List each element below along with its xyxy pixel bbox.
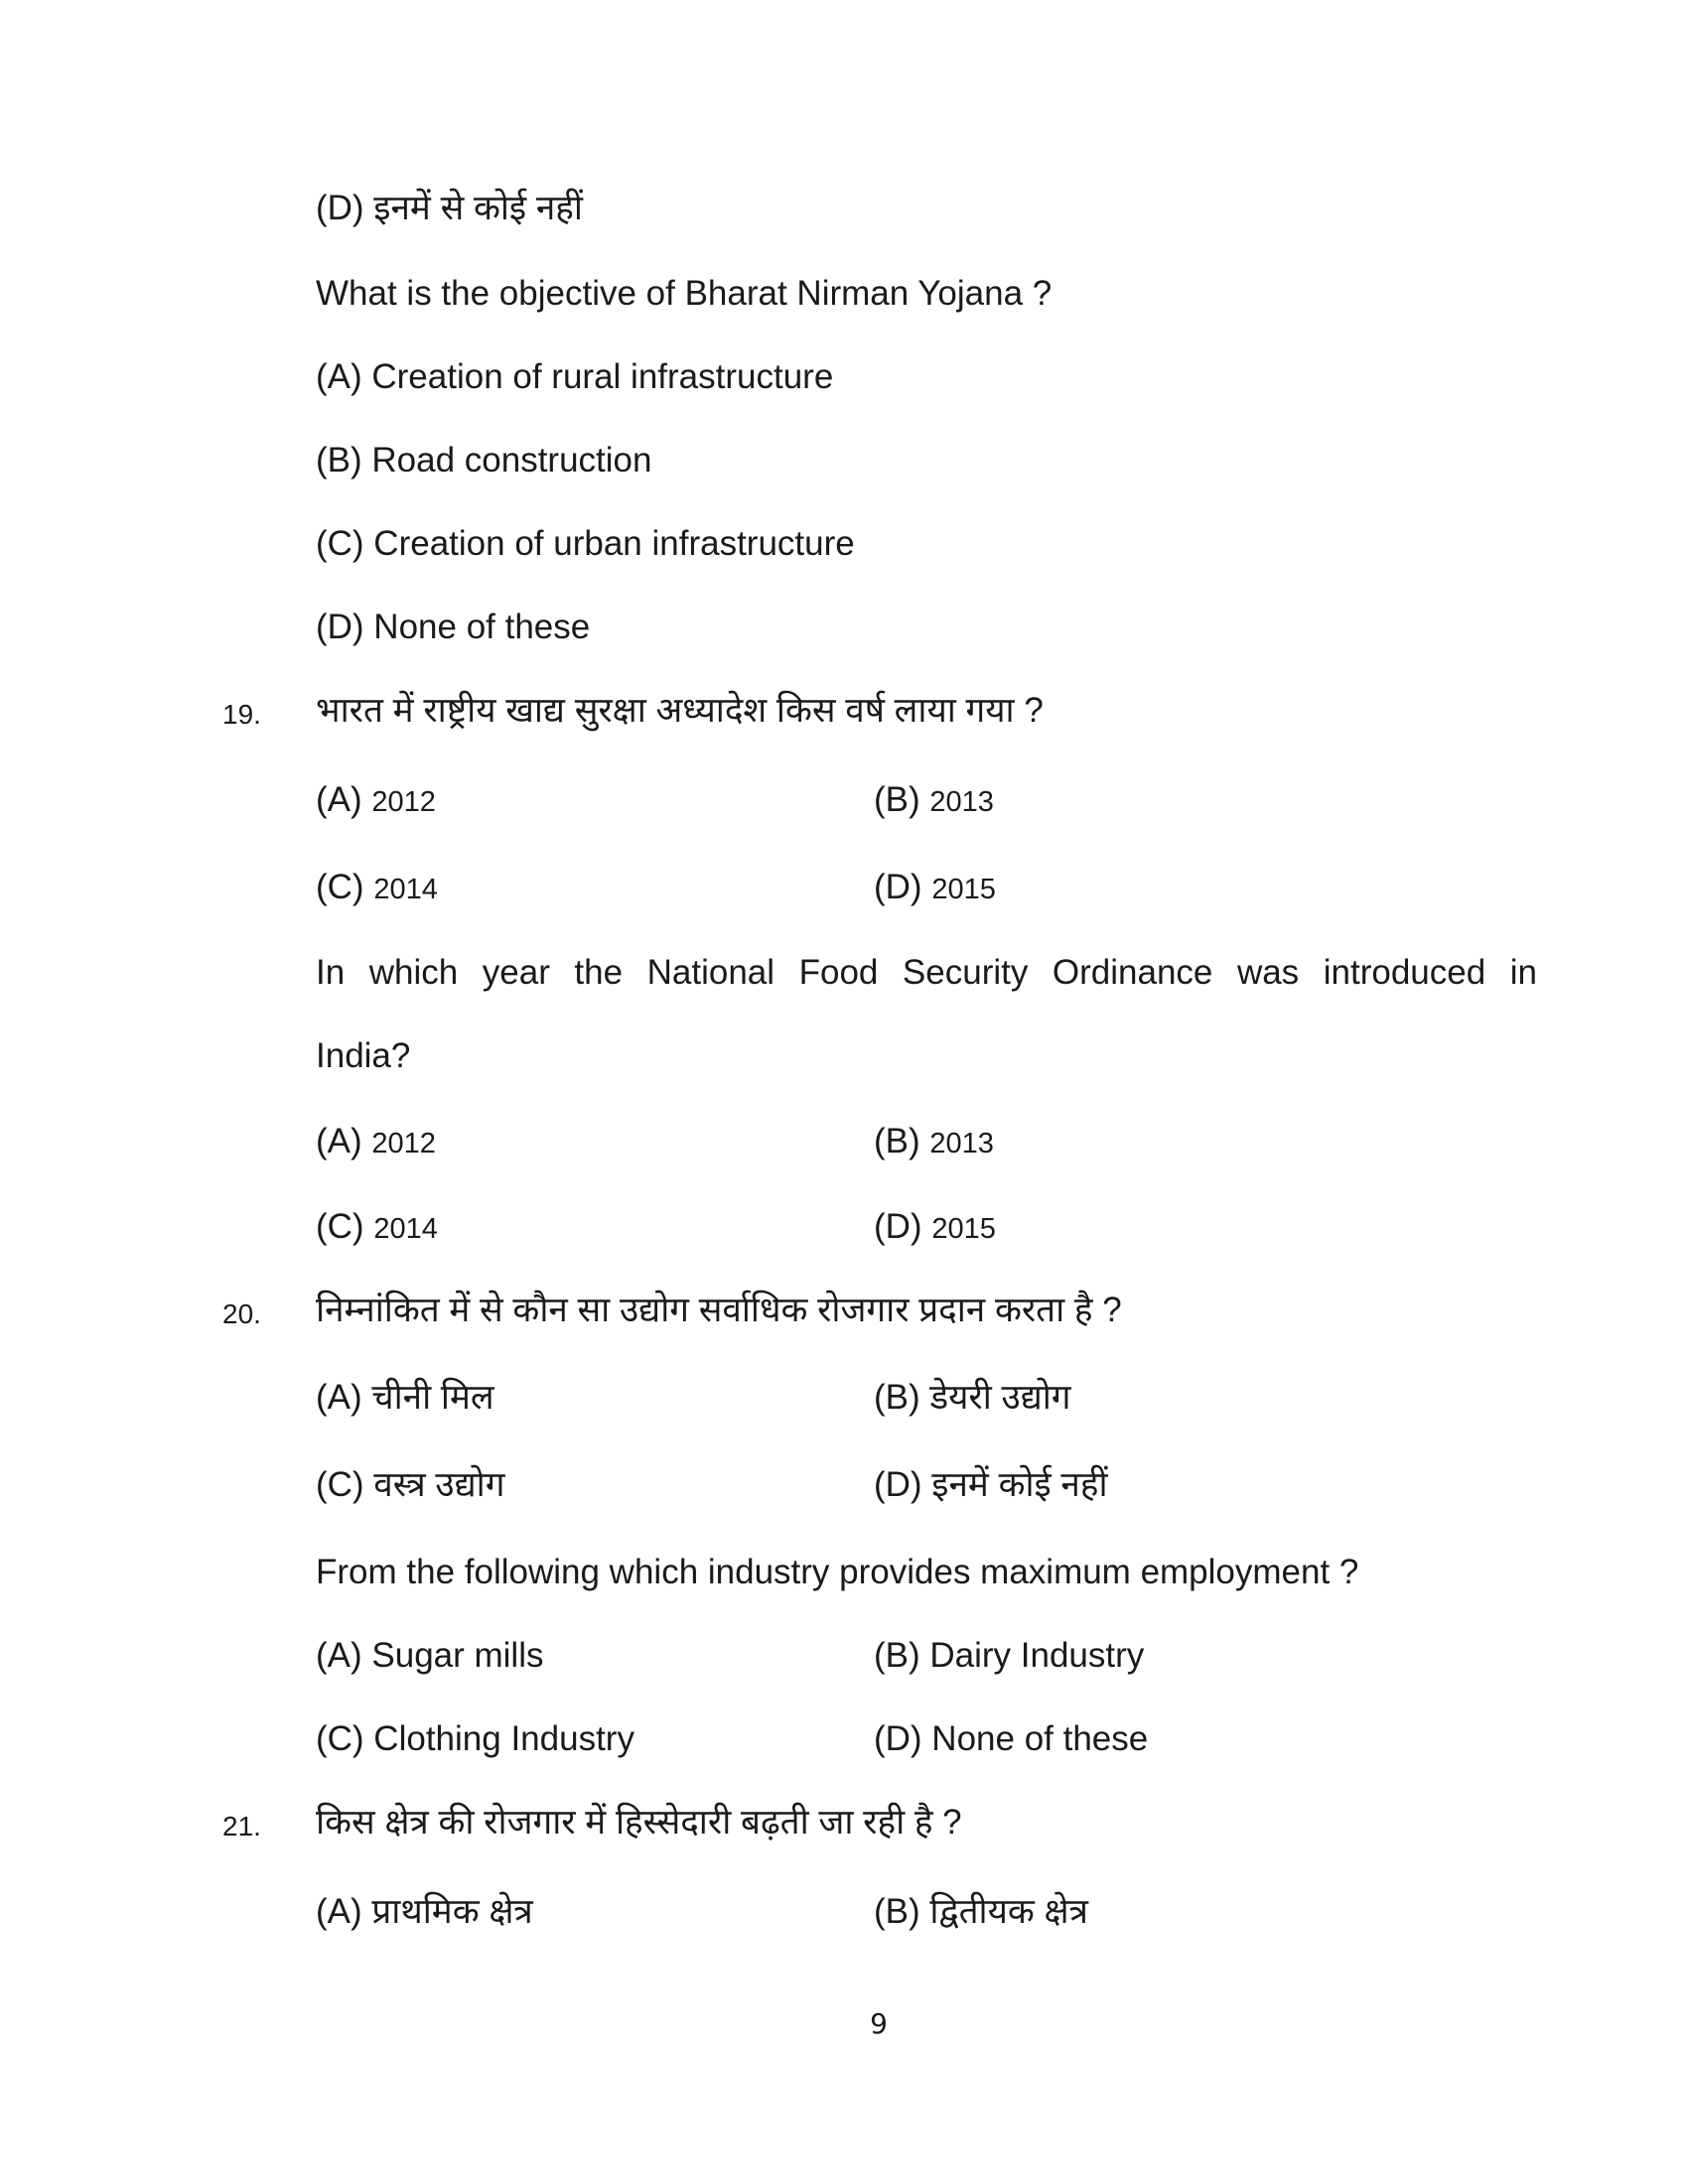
- q21-hindi-option-a: (A) प्राथमिक क्षेत्र: [316, 1892, 533, 1931]
- q20-hindi-question: निम्नांकित में से कौन सा उद्योग सर्वाधिक रोजगार प्रदान करता है ?: [316, 1291, 1122, 1329]
- q19-hindi-option-b: (B) 2013: [874, 780, 994, 819]
- page-number: 9: [870, 2007, 888, 2040]
- question-number: 19.: [222, 699, 261, 730]
- prev-english-option-d: (D) None of these: [316, 608, 591, 646]
- q20-english-option-d: (D) None of these: [874, 1719, 1149, 1758]
- q21-hindi-option-b: (B) द्वितीयक क्षेत्र: [874, 1892, 1088, 1931]
- q19-hindi-option-a: (A) 2012: [316, 780, 436, 819]
- q20-hindi-option-c: (C) वस्त्र उद्योग: [316, 1465, 505, 1504]
- q19-english-option-a: (A) 2012: [316, 1122, 436, 1160]
- q19-hindi-question: भारत में राष्ट्रीय खाद्य सुरक्षा अध्यादेश किस वर्ष लाया गया ?: [316, 691, 1044, 730]
- q20-english-option-a: (A) Sugar mills: [316, 1636, 544, 1675]
- q20-hindi-option-d: (D) इनमें कोई नहीं: [874, 1465, 1108, 1504]
- q19-english-option-b: (B) 2013: [874, 1122, 994, 1160]
- q20-hindi-option-b: (B) डेयरी उद्योग: [874, 1378, 1071, 1417]
- q19-english-question-line2: India?: [316, 1036, 411, 1075]
- q20-english-option-b: (B) Dairy Industry: [874, 1636, 1145, 1675]
- question-number: 20.: [222, 1298, 261, 1329]
- q19-hindi-option-d: (D) 2015: [874, 868, 996, 906]
- prev-english-option-c: (C) Creation of urban infrastructure: [316, 524, 855, 563]
- prev-english-option-b: (B) Road construction: [316, 441, 652, 479]
- q19-english-option-c: (C) 2014: [316, 1207, 438, 1246]
- q21-hindi-question: किस क्षेत्र की रोजगार में हिस्सेदारी बढ़ती जा रही है ?: [316, 1803, 962, 1842]
- prev-hindi-option-d: (D) इनमें से कोई नहीं: [316, 189, 583, 227]
- q19-english-question-line1: In which year the National Food Security Ordinance was introduced in: [316, 953, 1537, 992]
- q19-english-option-d: (D) 2015: [874, 1207, 996, 1246]
- q19-hindi-option-c: (C) 2014: [316, 868, 438, 906]
- q20-hindi-option-a: (A) चीनी मिल: [316, 1378, 494, 1417]
- q20-english-option-c: (C) Clothing Industry: [316, 1719, 634, 1758]
- question-number: 21.: [222, 1811, 261, 1842]
- q20-english-question: From the following which industry provides maximum employment ?: [316, 1553, 1359, 1591]
- prev-english-option-a: (A) Creation of rural infrastructure: [316, 357, 834, 396]
- prev-english-question: What is the objective of Bharat Nirman Yojana ?: [316, 274, 1053, 313]
